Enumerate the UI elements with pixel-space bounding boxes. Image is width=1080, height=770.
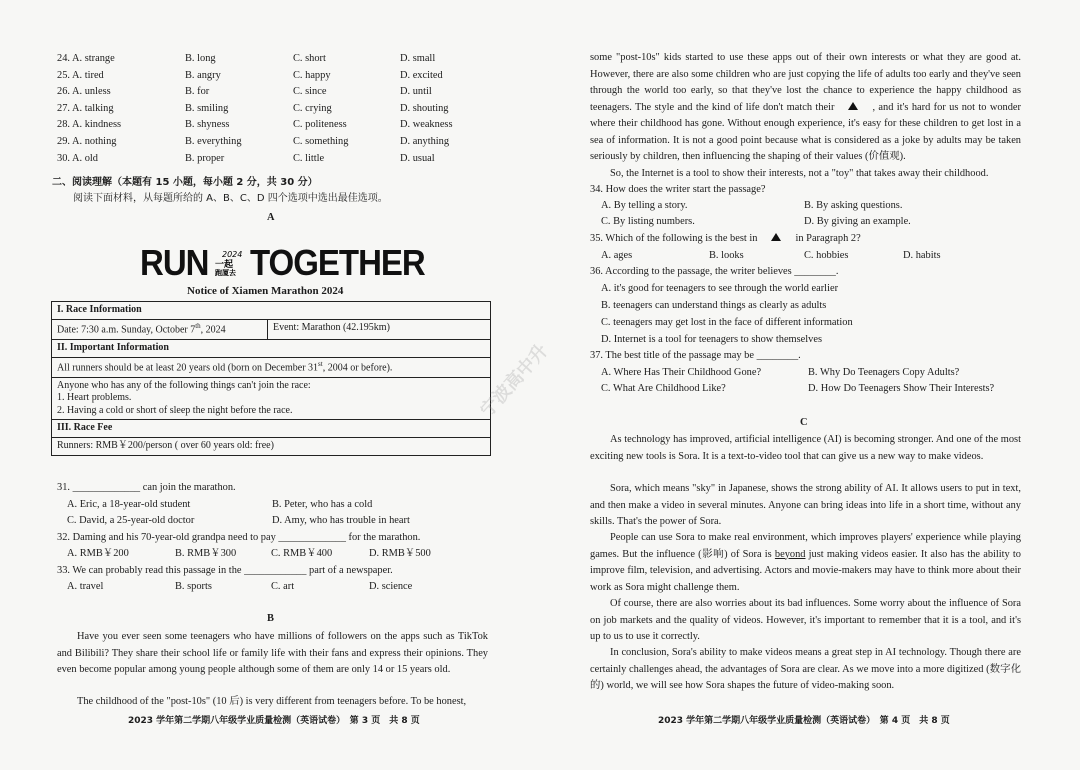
logo-zh2: 跑厦去 — [215, 269, 236, 276]
passage-label-b: B — [267, 613, 274, 624]
cloze-option[interactable]: C. short — [293, 53, 326, 64]
q37-option-d[interactable]: D. How Do Teenagers Show Their Interests? — [808, 383, 995, 394]
q37-option-c[interactable]: C. What Are Childhood Like? — [601, 383, 726, 394]
logo-mark-icon — [214, 248, 248, 276]
blank-triangle-icon — [848, 102, 858, 110]
logo-run-text: RUN — [140, 242, 209, 283]
passage-b-paragraph-3: some "post-10s" kids started to use these apps out of their own interests or what they are good at. However, there are also some children who are just copying the life of adults too early and they've seen through the world too early, so that they've lost the chance to experience the happy childhood as teenagers. The style and the kind of life don't match their , and it's hard for us not to wonder where their childhood has gone. Without enough experience, it's easy for these children to get lost in a sea of information. It is not a good point because what is considered as a joke by adults may be taken seriously by children, then influencing the shaping of their values (价值观). — [590, 52, 1021, 162]
cloze-row — [57, 52, 517, 68]
question-33: 33. We can probably read this passage in the ____________ part of a newspaper. — [57, 565, 393, 576]
question-36: 36. According to the passage, the writer believes ________. — [590, 266, 839, 277]
q34-option-c[interactable]: C. By listing numbers. — [601, 216, 695, 227]
cloze-option[interactable]: D. anything — [400, 136, 450, 147]
passage-label-a: A — [267, 212, 275, 223]
cloze-option[interactable]: 25. A. tired — [57, 69, 104, 81]
q33-option-b[interactable]: B. sports — [175, 581, 212, 592]
cloze-option[interactable]: D. until — [400, 86, 432, 98]
q32-option-c[interactable]: C. RMB￥400 — [271, 548, 333, 559]
passage-b-paragraph-2: The childhood of the "post-10s" (10 后) is very different from teenagers before. To be honest, — [77, 696, 467, 707]
q36-option-b[interactable]: B. teenagers can understand things as clearly as adults — [601, 300, 827, 311]
cloze-option[interactable]: D. weakness — [400, 119, 453, 131]
cloze-option[interactable]: C. happy — [293, 69, 331, 81]
cloze-option[interactable]: 28. A. kindness — [57, 119, 122, 131]
cloze-option[interactable]: B. long — [185, 53, 216, 64]
notice-title: Notice of Xiamen Marathon 2024 — [187, 285, 344, 297]
q34-option-d[interactable]: D. By giving an example. — [804, 216, 911, 227]
q31-option-c[interactable]: C. David, a 25-year-old doctor — [67, 515, 195, 526]
notice-heading-2: II. Important Information — [52, 339, 491, 357]
cloze-option[interactable]: D. small — [400, 53, 436, 64]
notice-heading-1: I. Race Information — [52, 302, 491, 320]
cloze-row — [57, 102, 517, 118]
cloze-row — [57, 135, 517, 151]
q33-option-a[interactable]: A. travel — [67, 581, 104, 592]
logo-together-text: TOGETHER — [250, 242, 425, 283]
q35-option-c[interactable]: C. hobbies — [804, 250, 849, 261]
q36-option-c[interactable]: C. teenagers may get lost in the face of different information — [601, 317, 853, 328]
cloze-option[interactable]: D. excited — [400, 69, 443, 81]
cloze-row — [57, 118, 517, 134]
passage-b-paragraph-1: Have you ever seen some teenagers who have millions of followers on the apps such as TikTok and Bilibili? They share their school life or family life with their fans and express their opinions. They even become popular among young people although some of them are only 14 or 15 years old. — [57, 631, 488, 675]
watermark: 宁波高中升 — [476, 340, 553, 422]
q37-option-a[interactable]: A. Where Has Their Childhood Gone? — [601, 367, 762, 378]
cloze-option[interactable]: 30. A. old — [57, 152, 98, 164]
cloze-option[interactable]: B. shyness — [185, 119, 230, 131]
cloze-option[interactable]: B. angry — [185, 69, 221, 81]
footer-page-4: 2023 学年第二学期八年级学业质量检测（英语试卷） 第 4 页 共 8 页 — [658, 716, 950, 726]
cloze-option[interactable]: C. crying — [293, 102, 332, 114]
cloze-option[interactable]: C. since — [293, 86, 327, 98]
race-date: Date: 7:30 a.m. Sunday, October 7th, 2024 — [52, 320, 268, 340]
cloze-row — [57, 152, 517, 168]
q32-option-d[interactable]: D. RMB￥500 — [369, 548, 431, 559]
q37-option-b[interactable]: B. Why Do Teenagers Copy Adults? — [808, 367, 960, 378]
run-together-logo — [140, 240, 440, 283]
passage-c-paragraph-4: Of course, there are also worries about its bad influences. Some worry about the influence of Sora on job markets and the quality of videos. However, it's important to remember that it is a tool, and it's up to us to use it correctly. — [590, 598, 1021, 642]
passage-c-paragraph-3: People can use Sora to make real environment, which improves players' experience while playing games. But the influence (影响) of Sora is beyond just making videos easier. It also has the ability to improve film, television, and advertising. Actors and movie-makers may have to think more about their work as Sora might challenge them. — [590, 532, 1022, 593]
q35-option-d[interactable]: D. habits — [903, 250, 941, 261]
cloze-option[interactable]: B. smiling — [185, 102, 229, 114]
logo-zh1: 一起 — [215, 260, 234, 270]
question-37: 37. The best title of the passage may be ________. — [590, 350, 801, 361]
q34-option-a[interactable]: A. By telling a story. — [601, 200, 688, 211]
cloze-option[interactable]: C. politeness — [293, 119, 347, 131]
q36-option-d[interactable]: D. Internet is a tool for teenagers to show themselves — [601, 334, 823, 345]
q33-option-d[interactable]: D. science — [369, 581, 413, 592]
question-34: 34. How does the writer start the passage? — [590, 184, 766, 195]
logo-year: 2024 — [222, 250, 243, 259]
cloze-option[interactable]: C. something — [293, 136, 349, 147]
cloze-row — [57, 69, 517, 85]
cloze-option[interactable]: D. usual — [400, 152, 435, 164]
restrictions: Anyone who has any of the following things can't join the race: 1. Heart problems. 2. Having a cold or short of sleep the night before the race. — [52, 377, 491, 420]
section-title: 二、阅读理解（本题有 15 小题，每小题 2 分，共 30 分） — [52, 177, 318, 188]
section-instruction: 阅读下面材料，从每题所给的 A、B、C、D 四个选项中选出最佳选项。 — [73, 193, 388, 204]
age-requirement: All runners should be at least 20 years old (born on December 31st, 2004 or before). — [52, 357, 491, 377]
cloze-option[interactable]: B. for — [185, 86, 210, 98]
cloze-option[interactable]: D. shouting — [400, 102, 449, 114]
notice-heading-3: III. Race Fee — [52, 420, 491, 438]
q35-option-a[interactable]: A. ages — [601, 250, 633, 261]
q31-option-d[interactable]: D. Amy, who has trouble in heart — [272, 515, 410, 526]
cloze-option[interactable]: B. proper — [185, 152, 225, 164]
question-31: 31. _____________ can join the marathon. — [57, 482, 236, 493]
cloze-option[interactable]: 24. A. strange — [57, 53, 115, 64]
passage-c-paragraph-2: Sora, which means "sky" in Japanese, shows the strong ability of AI. It allows users to put in text, and then make a video in several minutes. Anyone can bring ideas into life in a short time, without any skills. That's the power of Sora. — [590, 483, 1021, 527]
q32-option-b[interactable]: B. RMB￥300 — [175, 548, 237, 559]
q33-option-c[interactable]: C. art — [271, 581, 295, 592]
race-event: Event: Marathon (42.195km) — [268, 320, 491, 340]
q32-option-a[interactable]: A. RMB￥200 — [67, 548, 129, 559]
cloze-option[interactable]: 29. A. nothing — [57, 136, 117, 147]
race-notice-table — [51, 301, 491, 456]
cloze-option[interactable]: 27. A. talking — [57, 102, 114, 114]
cloze-option[interactable]: C. little — [293, 152, 325, 164]
q34-option-b[interactable]: B. By asking questions. — [804, 200, 903, 211]
footer-page-3: 2023 学年第二学期八年级学业质量检测（英语试卷） 第 3 页 共 8 页 — [128, 716, 420, 726]
q36-option-a[interactable]: A. it's good for teenagers to see through the world earlier — [601, 283, 839, 294]
cloze-option[interactable]: 26. A. unless — [57, 86, 111, 98]
q31-option-a[interactable]: A. Eric, a 18-year-old student — [67, 499, 191, 510]
cloze-option[interactable]: B. everything — [185, 136, 242, 147]
passage-b-paragraph-4: So, the Internet is a tool to show their interests, not a "toy" that takes away their childhood. — [610, 168, 989, 179]
q31-option-b[interactable]: B. Peter, who has a cold — [272, 499, 373, 510]
passage-c-paragraph-5: In conclusion, Sora's ability to make videos means a great step in AI technology. Though there are certainly challenges ahead, the advantages of Sora are clear. As we move into a more digitized (数字化的) world, we will see how Sora shapes the future of video-making soon. — [590, 647, 1021, 691]
cloze-row — [57, 85, 517, 101]
passage-c-paragraph-1: As technology has improved, artificial intelligence (AI) is becoming stronger. And one of the most exciting new tools is Sora. It is a text-to-video tool that can give us a new way to make videos. — [590, 434, 1021, 462]
question-32: 32. Daming and his 70-year-old grandpa need to pay _____________ for the marathon. — [57, 532, 421, 543]
q35-option-b[interactable]: B. looks — [709, 250, 744, 261]
blank-triangle-icon — [771, 233, 781, 241]
passage-label-c: C — [800, 417, 808, 428]
race-fee: Runners: RMB￥200/person ( over 60 years old: free) — [52, 438, 491, 456]
question-35: 35. Which of the following is the best in in Paragraph 2? — [590, 233, 861, 244]
